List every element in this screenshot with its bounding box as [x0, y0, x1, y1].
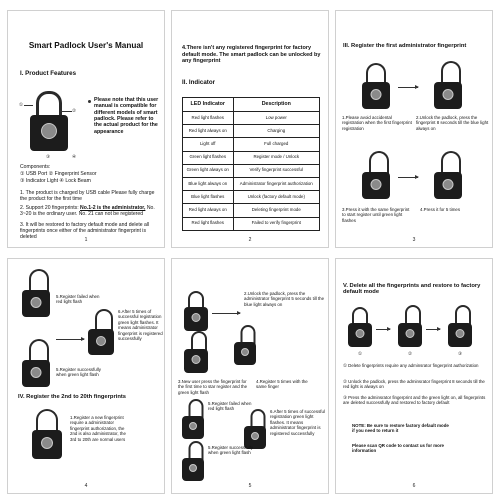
desc-cell: Register mode / Unlock — [233, 151, 319, 164]
manual-page-5 — [171, 258, 329, 494]
desc-cell: Low power — [233, 112, 319, 125]
table-row — [183, 191, 320, 204]
callout-fingerprint-sensor: ② — [72, 108, 76, 113]
step5-success-text: 5.Register successfully when green light flash — [208, 445, 253, 456]
arrow-to-step6 — [56, 339, 84, 340]
padlock-success-image — [182, 443, 204, 481]
led-cell: Red light always on — [183, 204, 234, 217]
page-number: 2 — [248, 237, 252, 243]
padlock-step3-image — [362, 153, 390, 199]
feature-fingerprints — [20, 205, 160, 217]
qr-contact-text: Please scan QR code to contact us for more information — [352, 443, 444, 454]
padlock-step4-image — [234, 327, 256, 365]
arrow-step1-to-2 — [398, 87, 418, 88]
led-cell: Blue light flashes — [183, 191, 234, 204]
callout-usb-port: ① — [19, 102, 23, 107]
table-row — [183, 164, 320, 177]
desc-cell: Administrator fingerprint authorization — [233, 177, 319, 190]
feature-fingerprints-suffix: No. 3~20 is the ordinary user. No. 21 can not be registered — [20, 205, 155, 218]
callout-lock-beam: ④ — [72, 154, 76, 159]
delete-step-label-3: ③ — [458, 351, 462, 356]
padlock-delete-step1-image — [348, 307, 372, 347]
padlock-step2-image — [434, 63, 462, 109]
step2-text: 2.Unlock the padlock, press the administrator fingerprint 5 seconds till the blue light always on — [244, 291, 325, 307]
table-row — [183, 138, 320, 151]
callout-indicator-light: ③ — [46, 154, 50, 159]
delete-step-label-1: ① — [358, 351, 362, 356]
manual-page-6 — [335, 258, 493, 494]
led-cell: Green light flashes — [183, 151, 234, 164]
padlock-product-image — [30, 91, 68, 151]
table-header-row — [183, 98, 320, 112]
manual-page-2 — [171, 10, 329, 248]
padlock-delete-step3-image — [448, 307, 472, 347]
delete-item-2: ② Unlock the padlock, press the adminsrator fingerprint 8 seconds till the red light is always on — [343, 379, 485, 390]
step5-fail-text: 5.Register failed when red light flash — [56, 294, 100, 305]
note-bullet — [88, 100, 91, 103]
feature-fingerprints-admin: No.1-2 is the administrator, — [80, 205, 146, 211]
page-number: 5 — [248, 483, 252, 489]
padlock-fail-image — [182, 401, 204, 439]
padlock-delete-step2-image — [398, 307, 422, 347]
table-row — [183, 112, 320, 125]
section-indicator: II. Indicator — [182, 79, 216, 86]
padlock-step4-image — [434, 153, 462, 199]
components-label: Components: — [20, 164, 51, 170]
desc-cell: Verify fingerprint successful — [233, 164, 319, 177]
section-delete-all: V. Delete all the fingerprints and restore to factory default mode — [343, 283, 481, 295]
table-row — [183, 125, 320, 138]
led-cell: Green light always on — [183, 164, 234, 177]
arrow-step2 — [212, 313, 240, 314]
page-number: 1 — [84, 237, 88, 243]
feature-factory-reset: 3. It will be restored to factory default mode and delete all fingerprints once either of the administrator fingerprint is deleted — [20, 222, 150, 241]
table-row — [183, 177, 320, 190]
delete-step-label-2: ② — [408, 351, 412, 356]
section-register-admin: III. Register the first administrator fingerprint — [343, 43, 467, 49]
arrow-delete-2-3 — [426, 329, 440, 330]
manual-title: Smart Padlock User's Manual — [28, 41, 144, 50]
padlock-step1-image — [362, 63, 390, 109]
table-row — [183, 204, 320, 217]
step6-text: 6.After 5 times of successful registration green light flashes. It means administrator fingerprint is registered successfully — [118, 309, 163, 341]
feature-fingerprints-prefix: 2. Support 20 fingerprints: — [20, 205, 81, 211]
restore-note: NOTE: Be sure to restore factory default mode if you need to return it — [352, 423, 449, 434]
callout-line-1 — [24, 105, 33, 106]
table-row — [183, 151, 320, 164]
led-cell: Blue light always on — [183, 177, 234, 190]
table-row — [183, 217, 320, 230]
step4-text: 4.Press it for 5 times — [420, 207, 461, 212]
padlock-success-image — [22, 341, 50, 387]
manual-page-4 — [7, 258, 165, 494]
manual-page-1 — [7, 10, 165, 248]
step3-text: 3.Press it with the same fingerprint to start register until green light flashes — [342, 207, 410, 223]
compatibility-note: Please note that this user manual is compatible for different models of smart padlock. Please refer to the actual product for the appearance — [94, 97, 159, 135]
factory-mode-note: 4.There isn't any registered fingerprint for factory default mode. The smart padlock can be unlocked by any fingerprint — [182, 45, 321, 65]
components-line-2: ③ Indicator Light ④ Lock Beam — [20, 178, 91, 184]
step3-text: 3.New user press the fingerprint for the first time to star register and the green light flash — [178, 379, 248, 395]
feature-usb-charge: 1. The product is charged by USB cable Please fully charge the product for the first time — [20, 190, 155, 203]
step6-text: 6.After 5 times of successful registration green light flashes. It means administrator fingerprint is registered successfully — [270, 409, 325, 436]
header-description: Description — [233, 98, 319, 112]
step1-text: 1.Register a new fingerprint require a administrator fingerprint authorization, the 2nd is also administrator, the 3rd to 20th are normal users — [70, 415, 126, 442]
page-number: 3 — [412, 237, 416, 243]
desc-cell: Charging — [233, 125, 319, 138]
arrow-delete-1-2 — [376, 329, 390, 330]
manual-page-3 — [335, 10, 493, 248]
led-cell: Light off — [183, 138, 234, 151]
step4-text: 4.Register 5 times with the same finger — [256, 379, 308, 390]
components-line-1: ① USB Port ② Fingerprint Sensor — [20, 171, 97, 177]
delete-item-3: ③ Press the adminsrator fingerprint and the green light on, all fingerprints are deleted successfully and restored to factory default — [343, 395, 486, 406]
indicator-table — [182, 97, 320, 231]
padlock-register-image — [32, 409, 62, 459]
header-led-indicator: LED Indicator — [183, 98, 234, 112]
step5-fail-text: 5.Register failed when red light flash — [208, 401, 252, 412]
desc-cell: Full charged — [233, 138, 319, 151]
padlock-step2-image — [184, 291, 208, 331]
callout-line-2 — [60, 111, 72, 112]
step5-success-text: 5.Register successfully when green light flash — [56, 367, 101, 378]
padlock-step3-image — [184, 333, 208, 373]
page-number: 6 — [412, 483, 416, 489]
padlock-success-step6-image — [88, 311, 114, 355]
padlock-fail-image — [22, 271, 50, 317]
arrow-step3-to-4 — [398, 177, 418, 178]
section-product-features: I. Product Features — [20, 70, 77, 77]
delete-item-1: ① Delete fingerprints require any adminsrator fingerprint authorization — [343, 363, 479, 368]
step1-text: 1.Please avoid accidental registration when the first fingerprint registration — [342, 115, 412, 131]
led-cell: Red light flashes — [183, 112, 234, 125]
step2-text: 2.Unlock the padlock, press the fingerprint 8 seconds till the blue light always on — [416, 115, 489, 131]
section-register-more: IV. Register the 2nd to 20th fingerprints — [18, 394, 127, 400]
padlock-success-step6-image — [244, 411, 266, 449]
led-cell: Red light flashes — [183, 217, 234, 230]
desc-cell: Failed to verify fingerprint — [233, 217, 319, 230]
page-number: 4 — [84, 483, 88, 489]
led-cell: Red light always on — [183, 125, 234, 138]
desc-cell: Deleting fingerprint mode — [233, 204, 319, 217]
desc-cell: Unlock (factory default mode) — [233, 191, 319, 204]
